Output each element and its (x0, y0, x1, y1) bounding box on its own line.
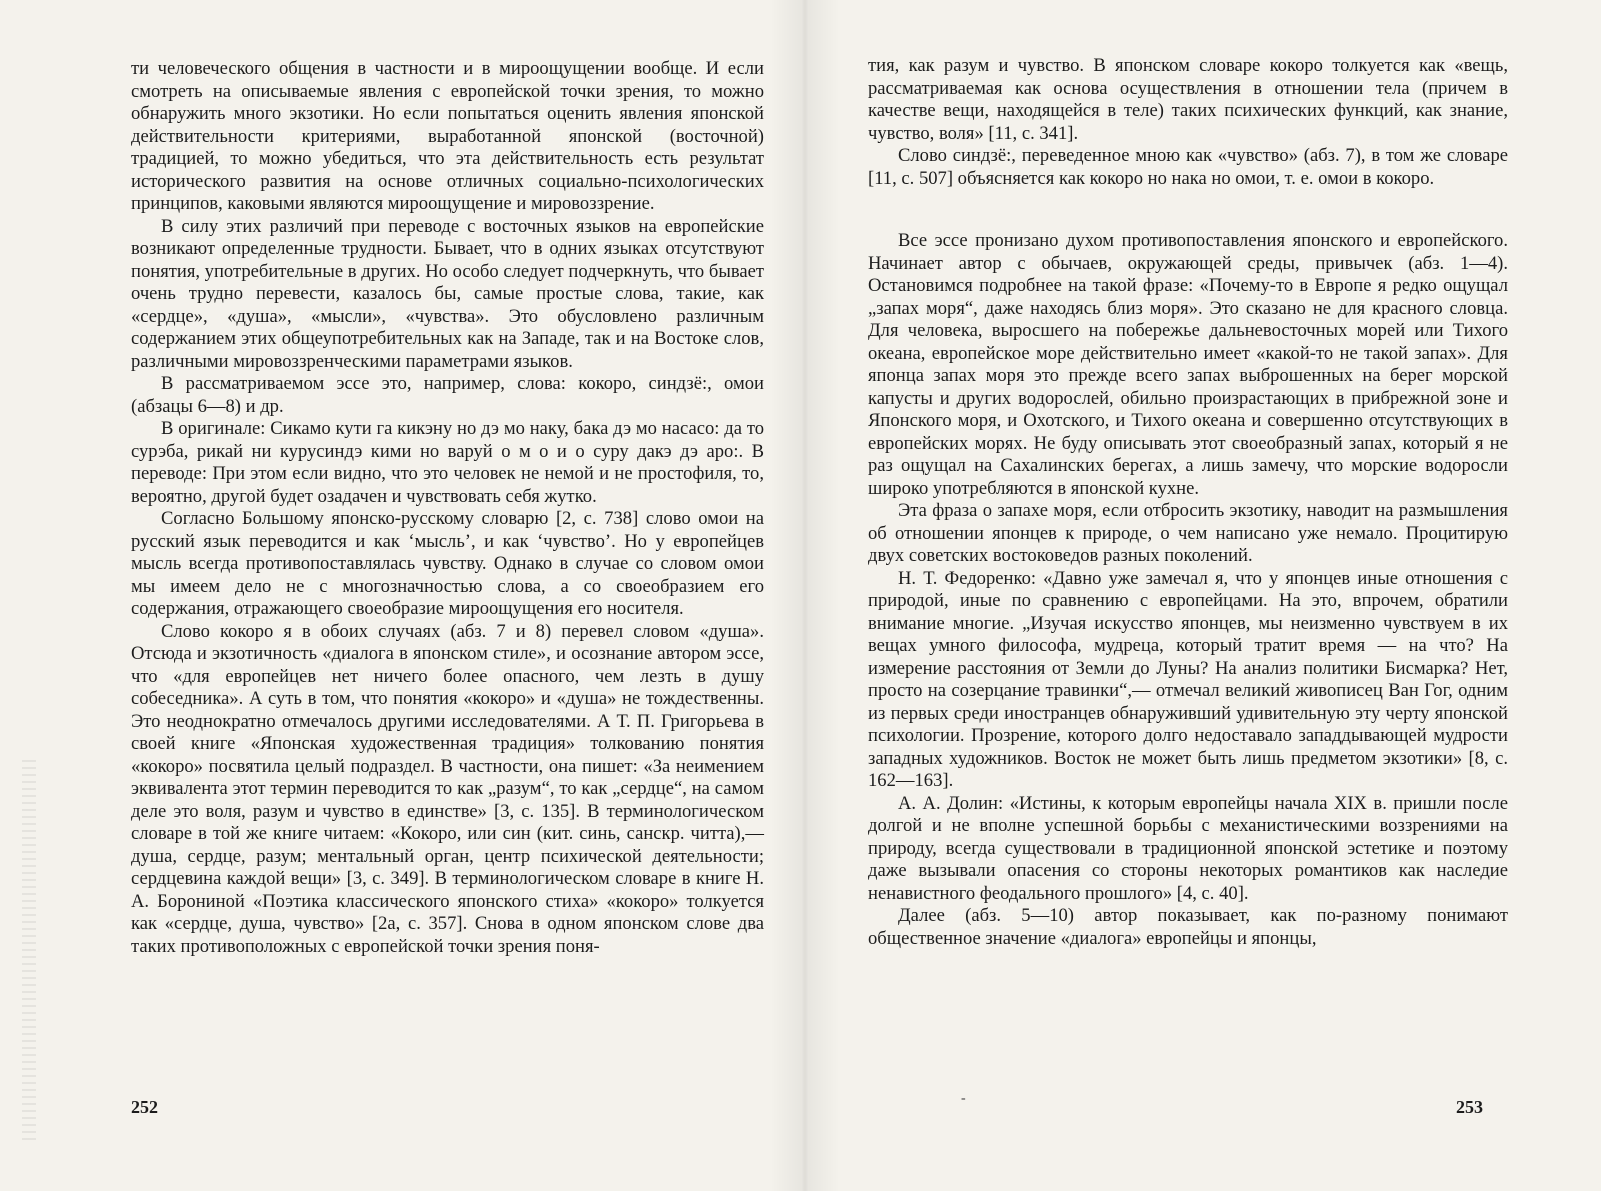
page-number: 253 (1456, 1097, 1483, 1117)
left-page (0, 0, 800, 1191)
paragraph: Слово кокоро я в обоих случаях (абз. 7 и 8) перевел словом «душа». Отсюда и экзотичность «диалога в японском стиле», и осознание автором эссе, что «для европейцев нет ничего более опасного, чем лезть в душу собеседника». А суть в том, что понятия «кокоро» и «душа» не тождественны. Это неоднократно отмечалось другими исследователями. А Т. П. Григорьева в своей книге «Японская художественная традиция» толкованию понятия «кокоро» посвятила целый подраздел. В частности, она пишет: «За неимением эквивалента этот термин переводится то как „разум“, то как „сердце“, на самом деле это воля, разум и чувство в единстве» [3, с. 135]. В терминологическом словаре в той же книге читаем: «Кокоро, или син (кит. синь, санскр. читта),— душа, сердце, разум; ментальный орган, центр психической деятельности; сердцевина каждой вещи» [3, с. 349]. В терминологическом словаре в книге Н. А. Борониной «Поэтика классического японского стиха» «кокоро» толкуется как «сердце, душа, чувство» [2а, с. 357]. Снова в одном японском слове два таких противоположных с европейской точки зрения поня- (131, 620, 764, 957)
paragraph: Эта фраза о запахе моря, если отбросить экзотику, наводит на размышления об отношении японцев к природе, о чем написано уже немало. Процитирую двух советских востоковедов разных поколений. (868, 500, 1508, 566)
paragraph: Далее (абз. 5—10) автор показывает, как по-разному понимают общественное значение «диалога» европейцы и японцы, (868, 905, 1508, 949)
right-page (800, 0, 1601, 1191)
paragraph: тия, как разум и чувство. В японском словаре кокоро толкуется как «вещь, рассматриваемая как основа осуществления в отношении тела (причем в качестве вещи, находящейся в теле) таких психических функций, как знание, чувство, воля» [11, с. 341]. (868, 55, 1508, 144)
paragraph: В рассматриваемом эссе это, например, слова: кокоро, синдзё:, омои (абзацы 6—8) и др. (131, 373, 764, 417)
paragraph: ти человеческого общения в частности и в мироощущении вообще. И если смотреть на описываемые явления с европейской точки зрения, то можно обнаружить много экзотики. Но если попытаться оценить явления японской действительности критериями, выработанной японской (восточной) традицией, то можно убедиться, что эта действительность есть результат исторического развития на основе отличных социально-психологических принципов, каковыми являются мироощущение и мировоззрение. (131, 58, 764, 214)
scan-edge-marks (22, 760, 36, 1140)
paragraph: Н. Т. Федоренко: «Давно уже замечал я, что у японцев иные отношения с природой, иные по сравнению с европейцами. На это, впрочем, обратили внимание многие. „Изучая искусство японцев, мы неизменно чувствуем в их вещах умного философа, мудреца, который тратит время — на что? На измерение расстояния от Земли до Луны? На анализ политики Бисмарка? Нет, просто на созерцание травинки“,— отмечал великий живописец Ван Гог, одним из первых среди иностранцев обнаруживший удивительную эту черту японской психологии. Прозрение, которого долго недоставало западдывающей мудрости западных художников. Восток не может быть лишь предметом экзотики» [8, с. 162—163]. (868, 567, 1508, 791)
paragraph: Согласно Большому японско-русскому словарю [2, с. 738] слово омои на русский язык переводится и как ‘мысль’, и как ‘чувство’. Но у европейцев мысль всегда противопоставлялась чувству. Однако в случае со словом омои мы имеем дело не с многозначностью слова, а со своеобразием его содержания, отражающего своеобразие мироощущения его носителя. (131, 508, 764, 619)
paragraph: А. А. Долин: «Истины, к которым европейцы начала XIX в. пришли после долгой и не вполне успешной борьбы с механистическими воззрениями на природу, всегда существовали в традиционной японской эстетике и поэтому даже вызывали опасения со стороны некоторых романтиков как наследие ненавистного феодального прошлого» [4, с. 40]. (868, 792, 1508, 904)
right-page-text (868, 55, 1508, 950)
paragraph: В силу этих различий при переводе с восточных языков на европейские возникают определенные трудности. Бывает, что в одних языках отсутствуют понятия, употребительные в других. Но особо следует подчеркнуть, что бывает очень трудно перевести, казалось бы, самые простые слова, такие, как «сердце», «душа», «мысли», «чувства». Это обусловлено различным содержанием этих общеупотребительных как на Западе, так и на Востоке слов, различными мировоззренческими параметрами языков. (131, 215, 764, 372)
paragraph: В оригинале: Сикамо кути га кикэну но дэ мо наку, бака дэ мо насасо: да то сурэба, рикай ни курусиндэ кими но варуй о м о и о суру дакэ дэ аро:. В переводе: При этом если видно, что это человек не немой и не простофиля, то, вероятно, другой будет озадачен и чувствовать себя жутко. (131, 418, 764, 507)
stray-mark: - (961, 1091, 966, 1106)
page-number: 252 (131, 1097, 158, 1117)
paragraph: Слово синдзё:, переведенное мною как «чувство» (абз. 7), в том же словаре [11, с. 507] объясняется как кокоро но нака но омои, т. е. омои в кокоро. (868, 145, 1508, 189)
paragraph: Все эссе пронизано духом противопоставления японского и европейского. Начинает автор с обычаев, окружающей среды, привычек (абз. 1—4). Остановимся подробнее на такой фразе: «Почему-то в Европе я редко ощущал „запах моря“, даже находясь близ моря». Это сказано не для красного словца. Для человека, выросшего на побережье дальневосточных морей или Тихого океана, европейское море действительно имеет «какой-то не такой запах». Для японца запах моря это прежде всего запах выброшенных на берег морской капусты и других водорослей, обильно произрастающих в прибрежной зоне и Японского моря, и Охотского, и Тихого океана и совершенно отсутствующих в европейских морях. Не буду описывать этот своеобразный запах, который я не раз ощущал на Сахалинских берегах, а лишь замечу, что морские водоросли широко употребляются в японской кухне. (868, 230, 1508, 499)
left-page-text (131, 58, 764, 958)
